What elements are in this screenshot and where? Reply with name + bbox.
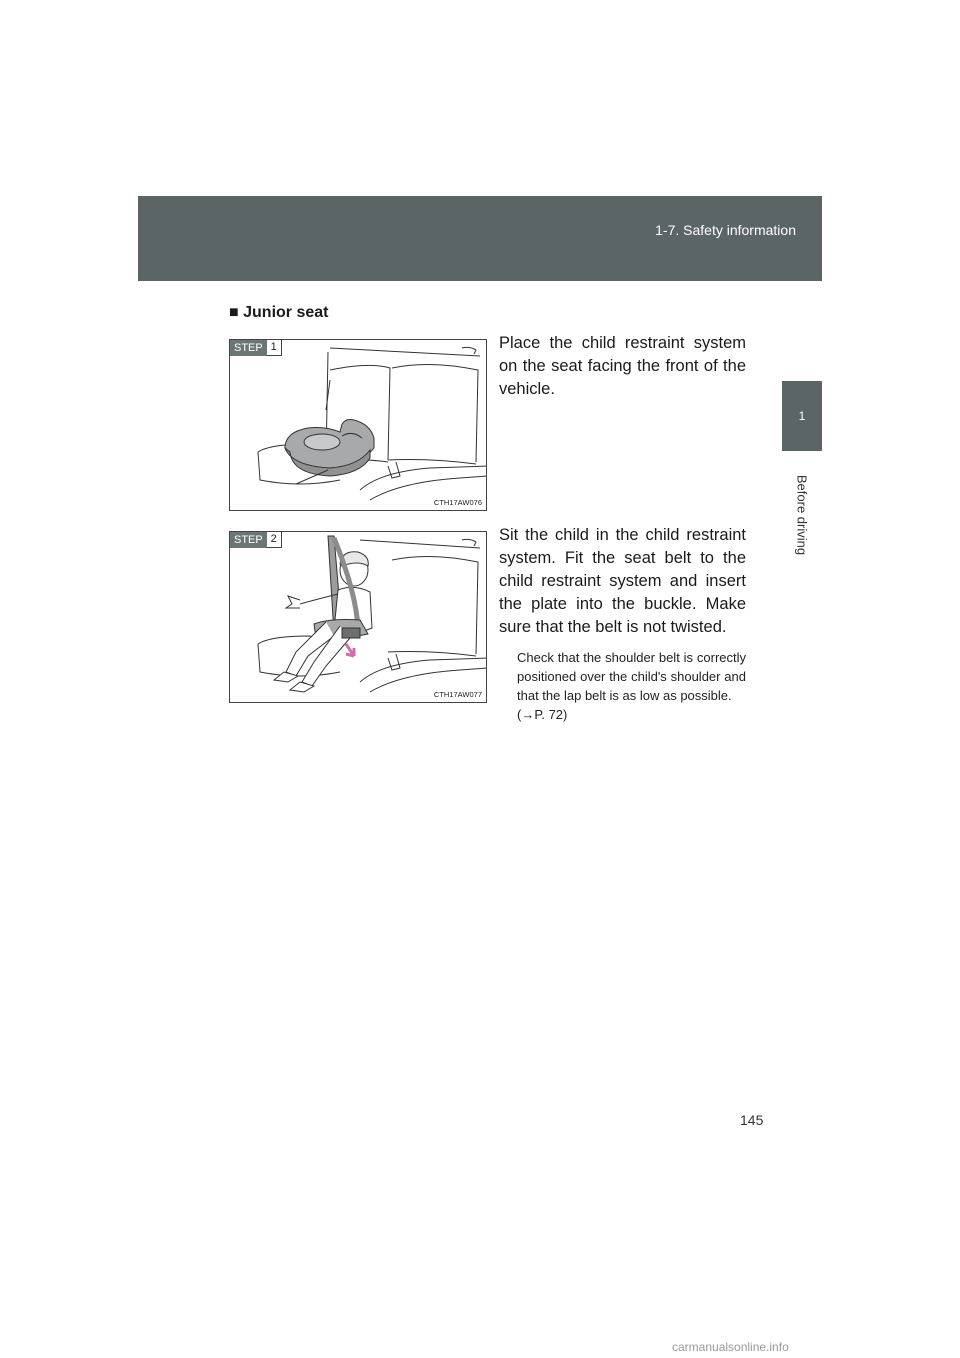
heading-text: Junior seat (243, 304, 329, 321)
step-number: 2 (267, 532, 282, 548)
note-body: Check that the shoulder belt is correctly positioned over the child's shoulder and that the lap belt is as low as possible. (517, 650, 746, 703)
step-1-text: Place the child restraint system on the seat facing the front of the vehicle. (499, 334, 746, 398)
step-word: STEP (230, 532, 267, 548)
footer-watermark: carmanualsonline.info (672, 1340, 789, 1354)
figure-code: CTH17AW076 (433, 498, 482, 507)
step-badge (230, 532, 282, 548)
reference-arrow-icon: → (521, 707, 535, 722)
page-reference-link[interactable]: P. 72 (534, 707, 564, 722)
chapter-label: Before driving (794, 474, 810, 556)
page-header (138, 196, 822, 281)
page-number: 145 (740, 1112, 764, 1128)
figure-code: CTH17AW077 (433, 690, 482, 699)
child-belt-fitting-illustration (230, 532, 487, 703)
chapter-tab (782, 381, 822, 451)
step-2-text: Sit the child in the child restraint system. Fit the seat belt to the child restraint system and insert the plate into the buckle. Make sure that the belt is not twisted. (499, 526, 746, 636)
note-text: Check that the shoulder belt is correctly positioned over the child's shoulder and that the lap belt is as low as possible. (→P. 72) (517, 650, 746, 722)
chapter-label-container (780, 465, 824, 565)
chapter-number: 1 (798, 409, 806, 423)
step-word: STEP (230, 340, 267, 356)
section-heading (229, 304, 328, 322)
heading-bullet: ■ (229, 304, 239, 321)
junior-seat-placement-illustration (230, 340, 487, 511)
figure-step-2 (229, 531, 487, 703)
figure-step-1 (229, 339, 487, 511)
step-badge (230, 340, 282, 356)
section-title: 1-7. Safety information (655, 222, 796, 238)
step-number: 1 (267, 340, 282, 356)
